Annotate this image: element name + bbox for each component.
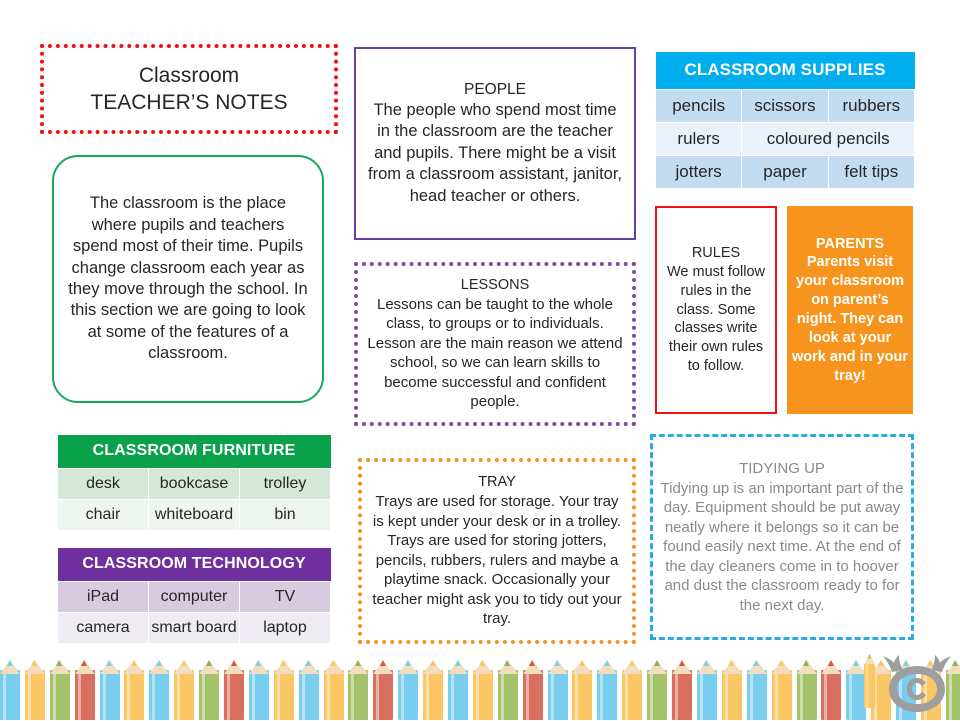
table-row — [656, 123, 915, 156]
table-row — [656, 156, 915, 189]
rules-box — [655, 206, 777, 414]
pencil-icon — [821, 652, 841, 720]
tray-text: Trays are used for storage. Your tray is kept under your desk or in a trolley. Trays are used for storing jotters, pencils, rubbers, rulers and maybe a playtime snack. Occasionally your teacher might ask you to tidy out your tray. — [372, 493, 622, 628]
pencil-icon — [498, 652, 518, 720]
pencil-icon — [448, 652, 468, 720]
people-box — [354, 47, 636, 240]
lessons-heading: LESSONS — [460, 277, 530, 294]
pencil-icon — [174, 652, 194, 720]
intro-text: The classroom is the place where pupils and teachers spend most of their time. Pupils change classroom each year as they move through the school. In this section we are going to look at some of the features of a classroom. — [68, 194, 308, 363]
table-cell: iPad — [58, 582, 149, 613]
pencil-icon — [348, 652, 368, 720]
pencil-icon — [0, 652, 20, 720]
table-row — [58, 613, 331, 644]
pencil-icon — [523, 652, 543, 720]
pencil-icon — [373, 652, 393, 720]
rules-heading: RULES — [691, 245, 741, 262]
pencil-icon — [647, 652, 667, 720]
table-cell: trolley — [240, 469, 331, 500]
pencil-icon — [249, 652, 269, 720]
pencil-icon — [423, 652, 443, 720]
table-cell: scissors — [742, 90, 828, 123]
parents-box — [787, 206, 913, 414]
lessons-text: Lessons can be taught to the whole class, to groups or to individuals. Lesson are the main reason we attend school, so we can learn skills to become successful and confident people. — [367, 295, 623, 411]
title-box — [40, 44, 338, 134]
table-cell: paper — [742, 156, 828, 189]
table-cell: smart board — [149, 613, 240, 644]
table-cell: desk — [58, 469, 149, 500]
pencil-icon — [50, 652, 70, 720]
pencil-icon — [672, 652, 692, 720]
pencil-icon — [622, 652, 642, 720]
table-cell: computer — [149, 582, 240, 613]
pencil-icon — [572, 652, 592, 720]
table-cell: rulers — [656, 123, 742, 156]
classroom-technology-table — [57, 548, 331, 644]
pencil-icon — [697, 652, 717, 720]
watermark-pencil-icon — [864, 654, 875, 708]
table-header: CLASSROOM SUPPLIES — [656, 52, 915, 90]
table-header: CLASSROOM TECHNOLOGY — [58, 548, 331, 582]
parents-text: Parents visit your classroom on parent’s night. They can look at your work and in your tray! — [792, 254, 909, 384]
title-line-2: TEACHER’S NOTES — [90, 91, 288, 114]
pencil-icon — [747, 652, 767, 720]
pencil-icon — [797, 652, 817, 720]
tray-heading: TRAY — [478, 474, 516, 491]
pencil-icon — [75, 652, 95, 720]
title-line-1: Classroom — [138, 63, 240, 87]
tidying-up-box — [650, 434, 914, 640]
table-cell: rubbers — [828, 90, 914, 123]
people-heading: PEOPLE — [463, 80, 527, 98]
table-cell: TV — [240, 582, 331, 613]
table-header: CLASSROOM FURNITURE — [58, 435, 331, 469]
table-cell: jotters — [656, 156, 742, 189]
pencil-icon — [772, 652, 792, 720]
pencil-icon — [597, 652, 617, 720]
table-cell: felt tips — [828, 156, 914, 189]
table-row — [58, 469, 331, 500]
pencil-icon — [299, 652, 319, 720]
pencil-border-decoration — [0, 648, 960, 720]
copyright-moose-logo — [856, 650, 954, 716]
pencil-icon — [124, 652, 144, 720]
parents-heading: PARENTS — [815, 235, 885, 252]
pencil-icon — [25, 652, 45, 720]
people-text: The people who spend most time in the classroom are the teacher and pupils. There might be a visit from a classroom assistant, janitor, head teacher or others. — [367, 100, 622, 205]
watermark-antler-c-icon — [883, 655, 951, 712]
table-cell: laptop — [240, 613, 331, 644]
table-cell: bookcase — [149, 469, 240, 500]
rules-text: We must follow rules in the class. Some classes write their own rules to follow. — [666, 263, 766, 375]
table-cell: whiteboard — [149, 500, 240, 531]
pencil-icon — [274, 652, 294, 720]
pencil-icon — [324, 652, 344, 720]
tidying-up-text: Tidying up is an important part of the day. Equipment should be put away neatly where it belongs so it can be found easily next time. At the end of the day cleaners come in to hoover and dust the classroom ready to for the next day. — [660, 479, 904, 614]
pencil-icon — [398, 652, 418, 720]
table-cell: pencils — [656, 90, 742, 123]
tray-box — [358, 458, 636, 644]
classroom-furniture-table — [57, 435, 331, 531]
pencil-icon — [199, 652, 219, 720]
pencil-icon — [224, 652, 244, 720]
table-cell: camera — [58, 613, 149, 644]
pencil-icon — [722, 652, 742, 720]
pencil-icon — [548, 652, 568, 720]
table-row — [58, 582, 331, 613]
pencil-icon — [473, 652, 493, 720]
pencil-icon — [149, 652, 169, 720]
table-row — [58, 500, 331, 531]
table-cell: chair — [58, 500, 149, 531]
classroom-supplies-table — [655, 52, 915, 189]
table-cell: bin — [240, 500, 331, 531]
pencil-icon — [100, 652, 120, 720]
table-row — [656, 90, 915, 123]
lessons-box — [354, 262, 636, 426]
table-cell: coloured pencils — [742, 123, 915, 156]
tidying-up-heading: TIDYING UP — [739, 460, 825, 477]
intro-box — [52, 155, 324, 403]
